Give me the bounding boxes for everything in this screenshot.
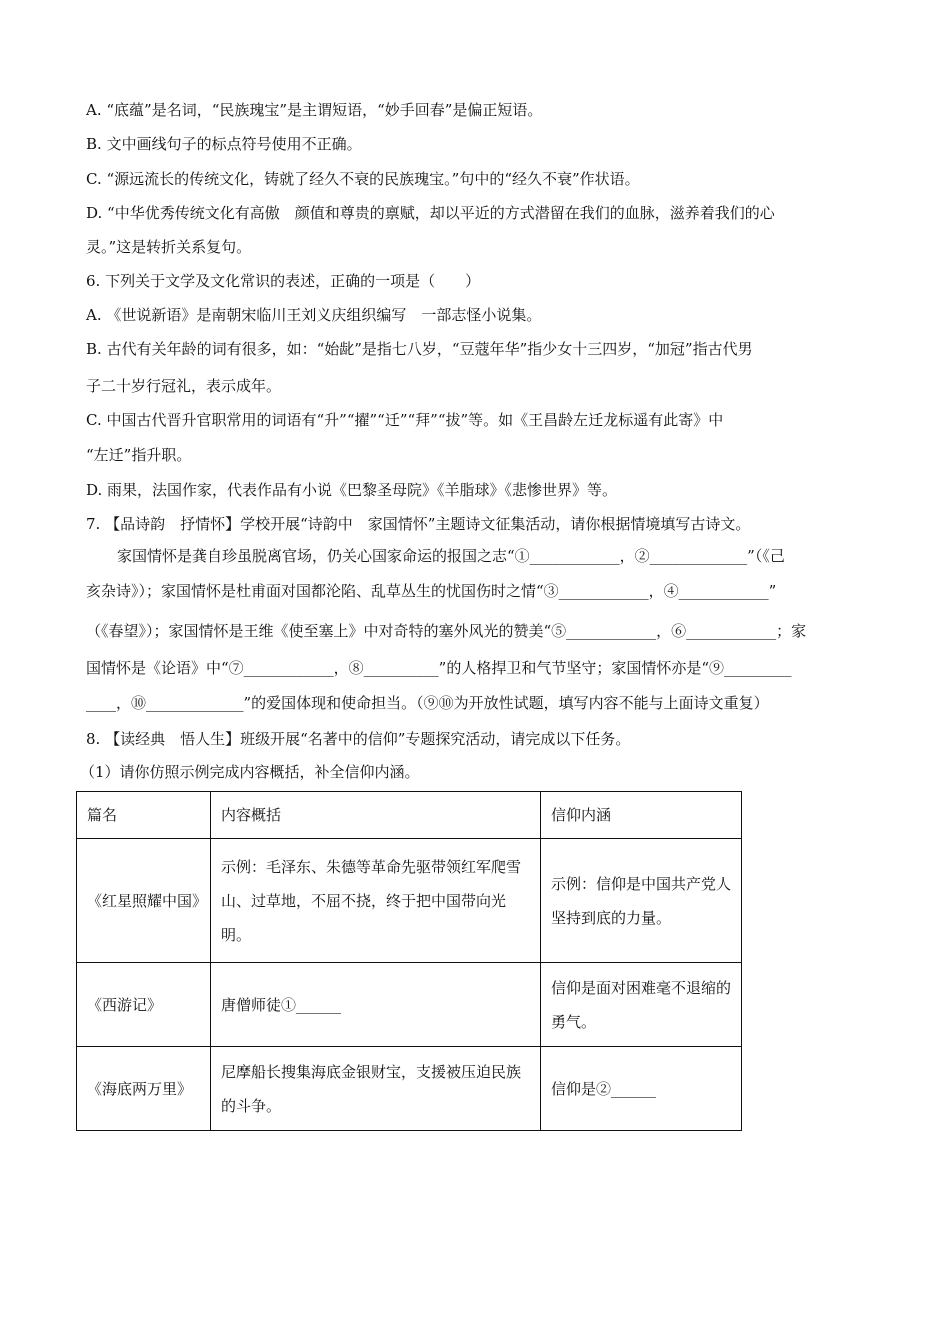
option-label: A. [86, 101, 102, 119]
table-cell: 《海底两万里》 [77, 1047, 211, 1131]
table-header: 信仰内涵 [541, 792, 742, 839]
option-label: B. [86, 135, 102, 153]
table-header: 篇名 [77, 792, 211, 839]
table-cell: 尼摩船长搜集海底金银财宝，支援被压迫民族的斗争。 [211, 1047, 541, 1131]
table-header: 内容概括 [211, 792, 541, 839]
table-row [77, 963, 742, 1047]
table-cell: 《红星照耀中国》 [77, 839, 211, 963]
q8-sub1: （1）请你仿照示例完成内容概括，补全信仰内涵。 [80, 763, 420, 781]
q5-option-c [86, 169, 640, 189]
q8-stem: 8. 【读经典 悟人生】班级开展“名著中的信仰”专题探究活动，请完成以下任务。 [86, 730, 631, 748]
table-cell: 信仰是面对困难毫不退缩的勇气。 [541, 963, 742, 1047]
q6-option-b-cont: 子二十岁行冠礼，表示成年。 [86, 377, 282, 395]
option-label: C. [86, 411, 102, 429]
q6-option-c-cont: “左迁”指升职。 [86, 446, 192, 464]
table-row [77, 839, 742, 963]
option-label: D. [86, 481, 103, 499]
faith-table [76, 791, 742, 1131]
option-text: 《世说新语》是南朝宋临川王刘义庆组织编写 一部志怪小说集。 [106, 306, 542, 324]
q5-option-a [86, 100, 542, 120]
table-cell: 信仰是②______ [541, 1047, 742, 1131]
option-label: A. [86, 306, 102, 324]
option-label: C. [86, 170, 102, 188]
option-text: “底蕴”是名词，“民族瑰宝”是主谓短语，“妙手回春”是偏正短语。 [106, 101, 543, 119]
option-text: 古代有关年龄的词有很多，如：“始龀”是指七八岁，“豆蔻年华”指少女十三四岁，“加冠”指古代男 [106, 340, 753, 358]
q7-line: 亥杂诗》）；家国情怀是杜甫面对国都沦陷、乱草丛生的忧国伤时之情“③____________，④____________” [86, 582, 777, 600]
table-header-row [77, 792, 742, 839]
table-cell: 示例：信仰是中国共产党人坚持到底的力量。 [541, 839, 742, 963]
q6-option-b [86, 339, 753, 359]
q5-option-d [86, 203, 775, 223]
option-text: 雨果，法国作家，代表作品有小说《巴黎圣母院》《羊脂球》《悲惨世界》等。 [107, 481, 618, 499]
option-text: 中国古代晋升官职常用的词语有“升”“擢”“迁”“拜”“拔”等。如《王昌龄左迁龙标遥有此寄》中 [106, 411, 724, 429]
q6-option-c [86, 410, 723, 430]
option-text: “中华优秀传统文化有高傲 颜值和尊贵的禀赋，却以平近的方式潜留在我们的血脉，滋养着我们的心 [107, 204, 775, 222]
table-cell: 示例：毛泽东、朱德等革命先驱带领红军爬雪山、过草地，不屈不挠，终于把中国带向光明。 [211, 839, 541, 963]
q7-line: （《春望》）；家国情怀是王维《使至塞上》中对奇特的塞外风光的赞美“⑤____________，⑥____________；家 [86, 622, 807, 640]
q7-line: 国情怀是《论语》中“⑦____________，⑧__________”的人格捍卫和气节坚守；家国情怀亦是“⑨_________ [86, 659, 792, 677]
q6-option-a [86, 305, 541, 325]
q5-option-d-cont: 灵。”这是转折关系复句。 [86, 238, 252, 256]
option-label: B. [86, 340, 102, 358]
q6-option-d [86, 480, 617, 500]
q7-line: ____，⑩_____________”的爱国体现和使命担当。（⑨⑩为开放性试题，填写内容不能与上面诗文重复） [86, 694, 769, 712]
q7-line: 家国情怀是龚自珍虽脱离官场，仍关心国家命运的报国之志“①____________，②_____________”（《己 [117, 547, 785, 565]
q7-stem: 7. 【品诗韵 抒情怀】学校开展“诗韵中 家国情怀”主题诗文征集活动，请你根据情境填写古诗文。 [86, 515, 751, 533]
option-label: D. [86, 204, 103, 222]
option-text: “源远流长的传统文化，铸就了经久不衰的民族瑰宝。”句中的“经久不衰”作状语。 [106, 170, 640, 188]
table-cell: 唐僧师徒①______ [211, 963, 541, 1047]
table-cell: 《西游记》 [77, 963, 211, 1047]
table-row [77, 1047, 742, 1131]
q5-option-b [86, 134, 362, 154]
q6-stem: 6. 下列关于文学及文化常识的表述，正确的一项是（ ） [86, 272, 481, 290]
option-text: 文中画线句子的标点符号使用不正确。 [106, 135, 362, 153]
